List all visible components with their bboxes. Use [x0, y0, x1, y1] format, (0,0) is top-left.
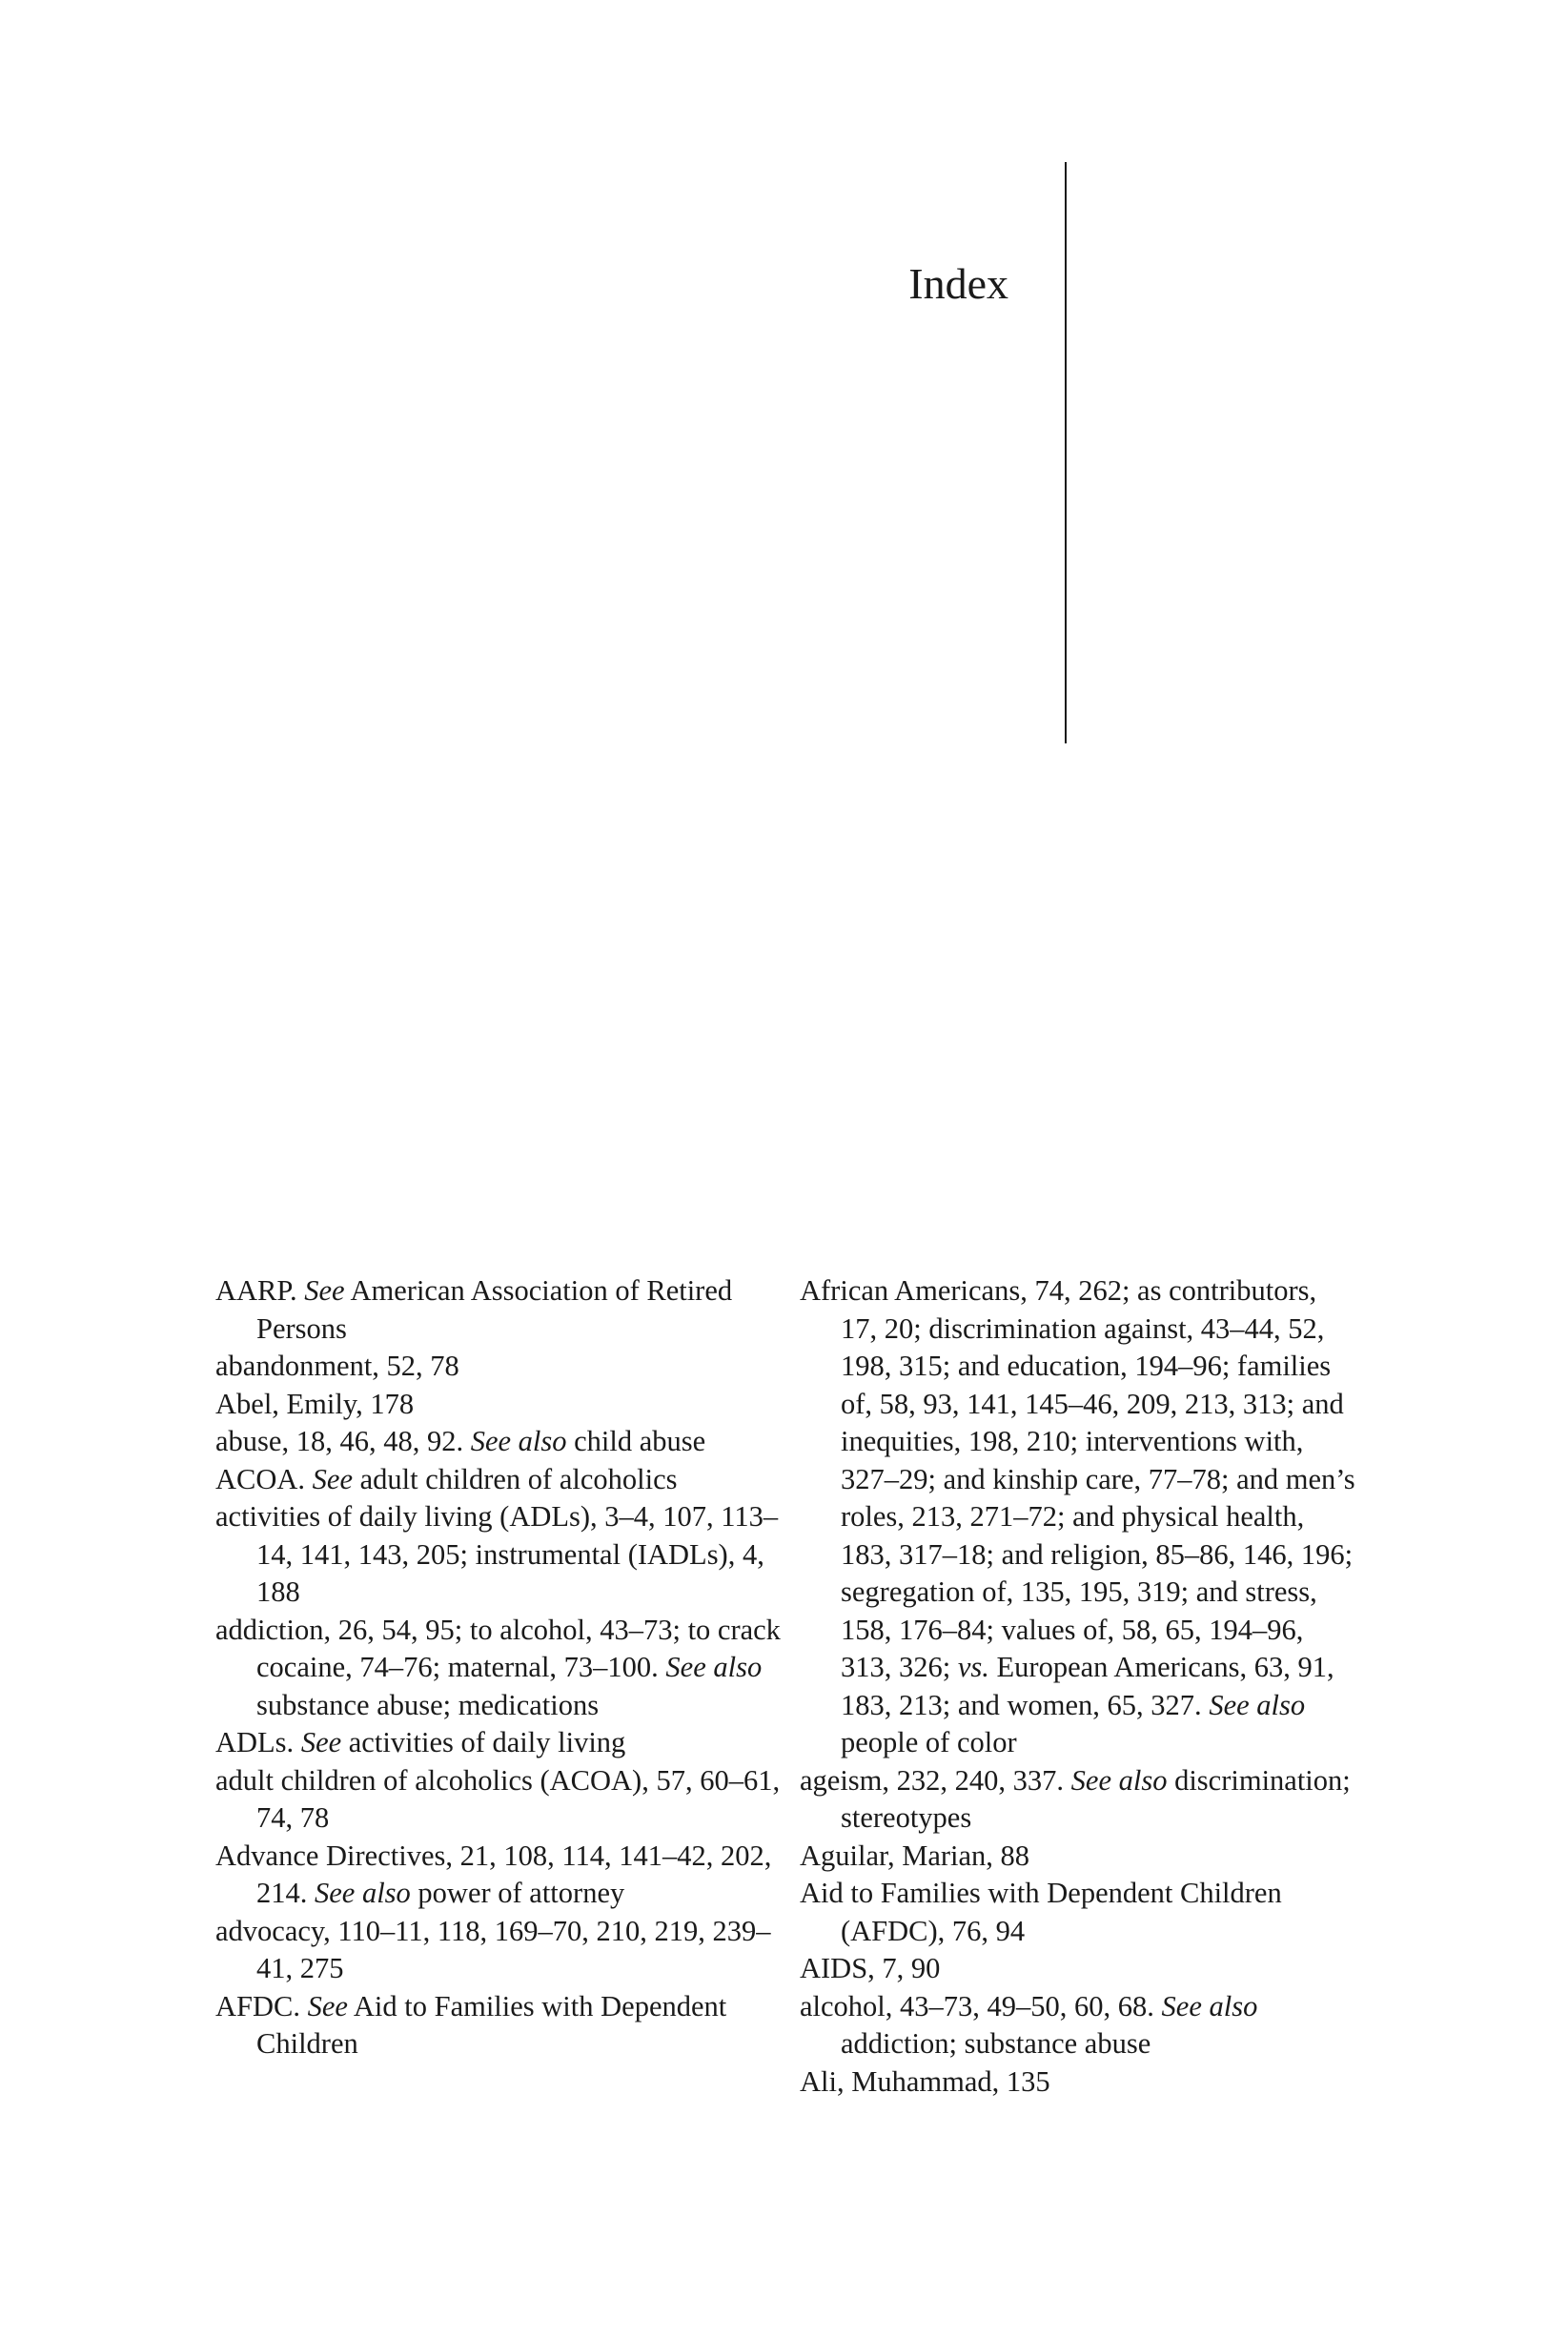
index-entry: African Americans, 74, 262; as contributors, 17, 20; discrimination against, 43–44, 52, 198, 315; and education, 194–96; families of, 58, 93, 141, 145–46, 209, 213, 313; and inequities, 198, 210; interventions with, 327–29; and kinship care, 77–78; and men’s roles, 213, 271–72; and physical health, 183, 317–18; and religion, 85–86, 146, 196; segregation of, 135, 195, 319; and stress, 158, 176–84; values of, 58, 65, 194–96, 313, 326; vs. European Americans, 63, 91, 183, 213; and women, 65, 327. See also people of color [800, 1274, 1355, 1758]
index-entry: abandonment, 52, 78 [215, 1350, 459, 1382]
index-entry: addiction, 26, 54, 95; to alcohol, 43–73; to crack cocaine, 74–76; maternal, 73–100. See also substance abuse; medications [215, 1613, 781, 1721]
index-entry: Advance Directives, 21, 108, 114, 141–42, 202, 214. See also power of attorney [215, 1839, 772, 1909]
index-column-right [800, 1272, 1357, 2101]
index-entry: Aguilar, Marian, 88 [800, 1839, 1030, 1872]
index-entry: activities of daily living (ADLs), 3–4, 107, 113–14, 141, 143, 205; instrumental (IADLs), 4, 188 [215, 1500, 779, 1608]
index-entry: abuse, 18, 46, 48, 92. See also child abuse [215, 1425, 706, 1457]
page-title: Index [908, 259, 1008, 308]
index-entry: ageism, 232, 240, 337. See also discrimination; stereotypes [800, 1763, 1351, 1834]
index-entry: Ali, Muhammad, 135 [800, 2064, 1050, 2098]
index-column-left [215, 1272, 784, 2063]
index-entry: alcohol, 43–73, 49–50, 60, 68. See also addiction; substance abuse [800, 1989, 1258, 2060]
vertical-rule [1065, 162, 1067, 743]
index-entry: AFDC. See Aid to Families with Dependent Children [215, 1989, 727, 2060]
index-entry: ADLs. See activities of daily living [215, 1726, 626, 1758]
index-entry: Abel, Emily, 178 [215, 1387, 415, 1420]
index-entry: AARP. See American Association of Retired Persons [215, 1274, 733, 1345]
index-entry: adult children of alcoholics (ACOA), 57, 60–61, 74, 78 [215, 1763, 781, 1834]
index-entry: ACOA. See adult children of alcoholics [215, 1462, 678, 1495]
index-entry: AIDS, 7, 90 [800, 1952, 941, 1984]
index-entry: advocacy, 110–11, 118, 169–70, 210, 219, 239–41, 275 [215, 1914, 771, 1984]
index-entry: Aid to Families with Dependent Children (AFDC), 76, 94 [800, 1877, 1282, 1947]
